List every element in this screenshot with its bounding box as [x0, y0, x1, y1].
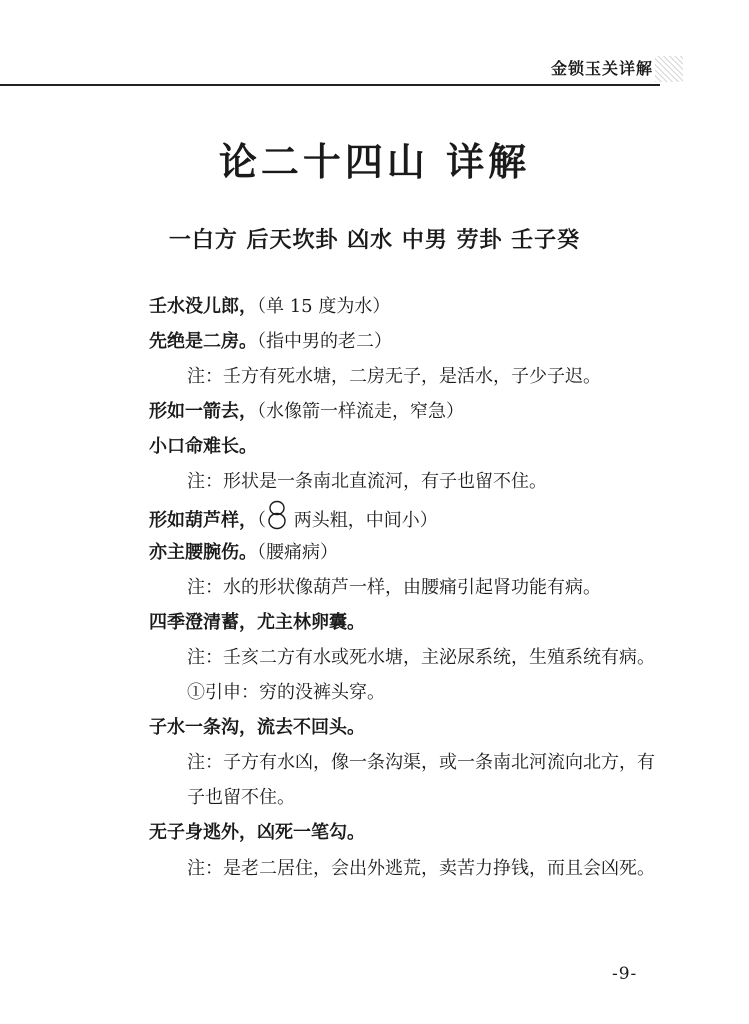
annotation-line: 注：壬亥二方有水或死水塘，主泌尿系统，生殖系统有病。 — [187, 646, 655, 668]
verse-text: 无子身逃外，凶死一笔勾。 — [149, 822, 365, 844]
verse-line — [149, 815, 669, 850]
verse-text: 子水一条沟，流去不回头。 — [149, 717, 365, 739]
verse-line — [149, 605, 669, 640]
verse-line — [149, 394, 669, 429]
page-number: -9- — [612, 964, 638, 984]
annotation-line: 注：是老二居住，会出外逃荒，卖苦力挣钱，而且会凶死。 — [187, 857, 655, 879]
verse-line — [149, 324, 669, 359]
verse-note: （水像箭一样流走，窄急） — [257, 401, 464, 423]
header-rule — [0, 84, 660, 86]
scan-noise-decoration — [655, 56, 683, 82]
body-text — [149, 289, 669, 886]
verse-note: 两头粗，中间小） — [293, 509, 438, 531]
verse-line — [149, 289, 669, 324]
annotation-line: 注：形状是一条南北直流河，有子也留不住。 — [187, 471, 547, 493]
verse-line — [149, 500, 669, 535]
running-header-title: 金锁玉关详解 — [550, 59, 653, 78]
verse-line — [149, 535, 669, 570]
verse-line — [149, 429, 669, 464]
verse-note-open: （ — [257, 509, 266, 531]
section-heading: 一白方 后天坎卦 凶水 中男 劳卦 壬子癸 — [168, 227, 581, 253]
annotation-line: 注：子方有水凶，像一条沟渠，或一条南北河流向北方，有子也留不住。 — [187, 752, 655, 809]
verse-text: 形如一箭去， — [149, 401, 257, 423]
verse-text: 小口命难长。 — [149, 436, 257, 458]
annotation-line: ①引申：穷的没裤头穿。 — [187, 682, 385, 704]
verse-text: 四季澄清蓄，尤主林卵囊。 — [149, 611, 365, 633]
annotation-line: 注：壬方有死水塘，二房无子，是活水，子少子迟。 — [187, 366, 601, 388]
verse-text: 形如葫芦样， — [149, 509, 257, 531]
page-title: 论二十四山 详解 — [218, 139, 531, 184]
verse-line — [149, 710, 669, 745]
verse-text: 壬水没儿郎， — [149, 296, 257, 317]
annotation-line: 注：水的形状像葫芦一样，由腰痛引起肾功能有病。 — [187, 576, 601, 598]
verse-note: （腰痛病） — [257, 541, 338, 563]
verse-text: 先绝是二房。 — [149, 331, 257, 353]
verse-note: （指中男的老二） — [257, 331, 392, 353]
verse-text: 亦主腰腕伤。 — [149, 541, 257, 563]
verse-note: （单 15 度为水） — [257, 296, 391, 317]
